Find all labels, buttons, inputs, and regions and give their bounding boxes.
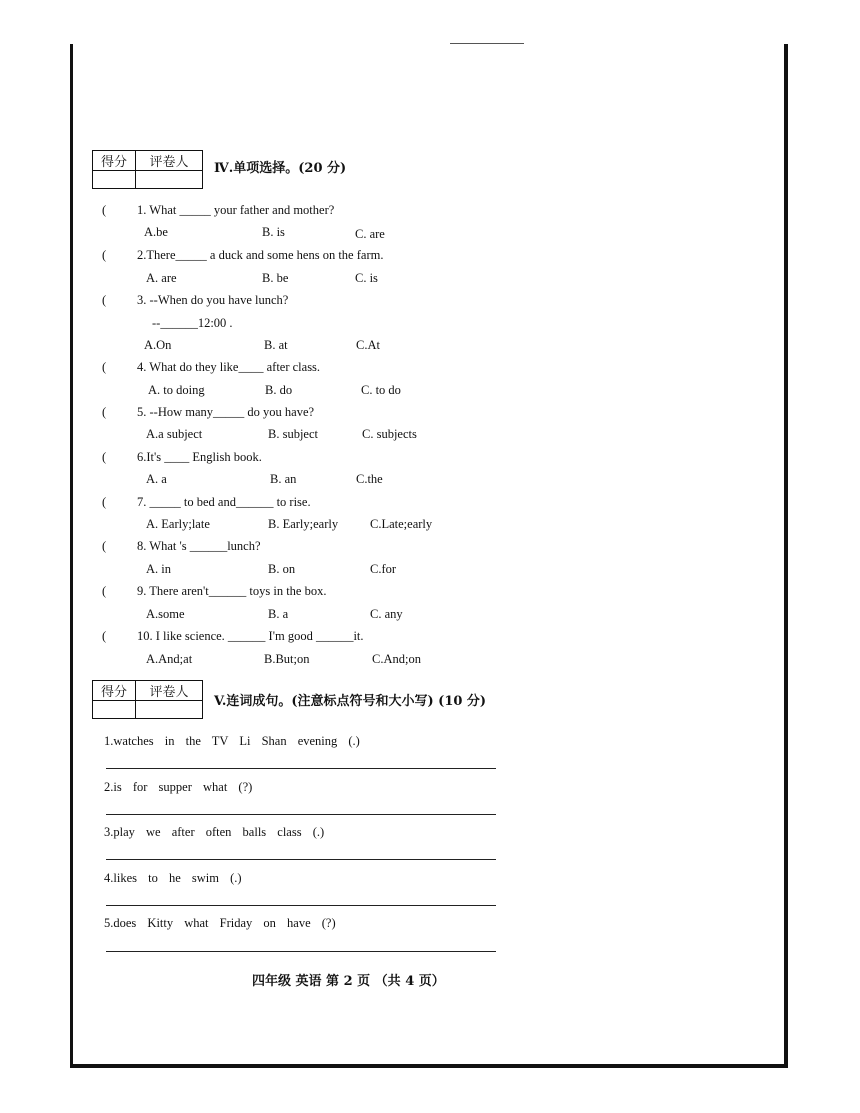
option-b[interactable]: B. at [264,338,288,352]
answer-paren[interactable]: ( [102,495,107,509]
option-c[interactable]: C. subjects [362,427,417,441]
answer-line-3[interactable] [106,859,496,860]
question-stem: 4. What do they like____ after class. [137,360,321,374]
page-footer: 四年级 英语 第 2 页 （共 4 页） [252,974,445,989]
answer-paren[interactable]: ( [102,539,107,553]
grader-cell[interactable] [136,701,203,719]
question-stem: 2.There_____ a duck and some hens on the farm. [137,248,384,262]
answer-line-5[interactable] [106,951,496,952]
option-c[interactable]: C.At [356,338,380,352]
question-stem: 3. --When do you have lunch? [137,293,289,307]
option-a[interactable]: A.And;at [146,652,193,666]
option-a[interactable]: A. in [146,562,171,576]
answer-paren[interactable]: ( [102,629,107,643]
option-a[interactable]: A. Early;late [146,517,210,531]
question-stem: 5. --How many_____ do you have? [137,405,315,419]
question-stem: 8. What 's ______lunch? [137,539,261,553]
option-b[interactable]: B. is [262,225,285,239]
grader-label: 评卷人 [136,151,203,171]
section4-title: Ⅳ.单项选择。(20 分) [214,161,347,176]
section5-title: V.连词成句。(注意标点符号和大小写) (10 分) [214,694,487,709]
option-a[interactable]: A. to doing [148,383,205,397]
option-a[interactable]: A. are [146,271,177,285]
score-label: 得分 [93,151,136,171]
option-b[interactable]: B. subject [268,427,318,441]
score-cell[interactable] [93,171,136,189]
option-a[interactable]: A.a subject [146,427,203,441]
top-divider [450,43,524,44]
sentence-item-2: 2.is for supper what (?) [104,780,253,794]
answer-paren[interactable]: ( [102,584,107,598]
option-a[interactable]: A. a [146,472,167,486]
page-left-border [70,44,73,1068]
option-a[interactable]: A.some [146,607,185,621]
option-c[interactable]: C. to do [361,383,401,397]
grader-cell[interactable] [136,171,203,189]
score-box-section5 [92,680,203,719]
option-c[interactable]: C.for [370,562,397,576]
answer-line-4[interactable] [106,905,496,906]
answer-paren[interactable]: ( [102,203,107,217]
page-bottom-border [70,1064,788,1068]
option-b[interactable]: B. an [270,472,297,486]
sentence-item-4: 4.likes to he swim (.) [104,871,242,885]
question-stem: 6.It's ____ English book. [137,450,262,464]
option-a[interactable]: A.be [144,225,168,239]
option-c[interactable]: C. are [355,227,385,241]
question-stem: 9. There aren't______ toys in the box. [137,584,327,598]
sentence-item-5: 5.does Kitty what Friday on have (?) [104,916,336,930]
score-box-section4 [92,150,203,189]
answer-paren[interactable]: ( [102,360,107,374]
option-b[interactable]: B. a [268,607,289,621]
option-c[interactable]: C.Late;early [370,517,433,531]
option-b[interactable]: B.But;on [264,652,310,666]
page-right-border [784,44,788,1068]
option-c[interactable]: C.And;on [372,652,421,666]
answer-paren[interactable]: ( [102,293,107,307]
answer-paren[interactable]: ( [102,248,107,262]
option-b[interactable]: B. on [268,562,296,576]
question-3-reply: --______12:00 . [152,316,233,330]
option-b[interactable]: B. be [262,271,289,285]
grader-label: 评卷人 [136,681,203,701]
score-label: 得分 [93,681,136,701]
option-b[interactable]: B. do [265,383,293,397]
answer-paren[interactable]: ( [102,405,107,419]
answer-line-1[interactable] [106,768,496,769]
sentence-item-3: 3.play we after often balls class (.) [104,825,325,839]
option-b[interactable]: B. Early;early [268,517,339,531]
answer-paren[interactable]: ( [102,450,107,464]
question-stem: 7. _____ to bed and______ to rise. [137,495,311,509]
option-c[interactable]: C.the [356,472,383,486]
sentence-item-1: 1.watches in the TV Li Shan evening (.) [104,734,360,748]
option-c[interactable]: C. any [370,607,403,621]
option-a[interactable]: A.On [144,338,172,352]
question-stem: 10. I like science. ______ I'm good ______it. [137,629,364,643]
option-c[interactable]: C. is [355,271,378,285]
score-cell[interactable] [93,701,136,719]
question-stem: 1. What _____ your father and mother? [137,203,335,217]
answer-line-2[interactable] [106,814,496,815]
